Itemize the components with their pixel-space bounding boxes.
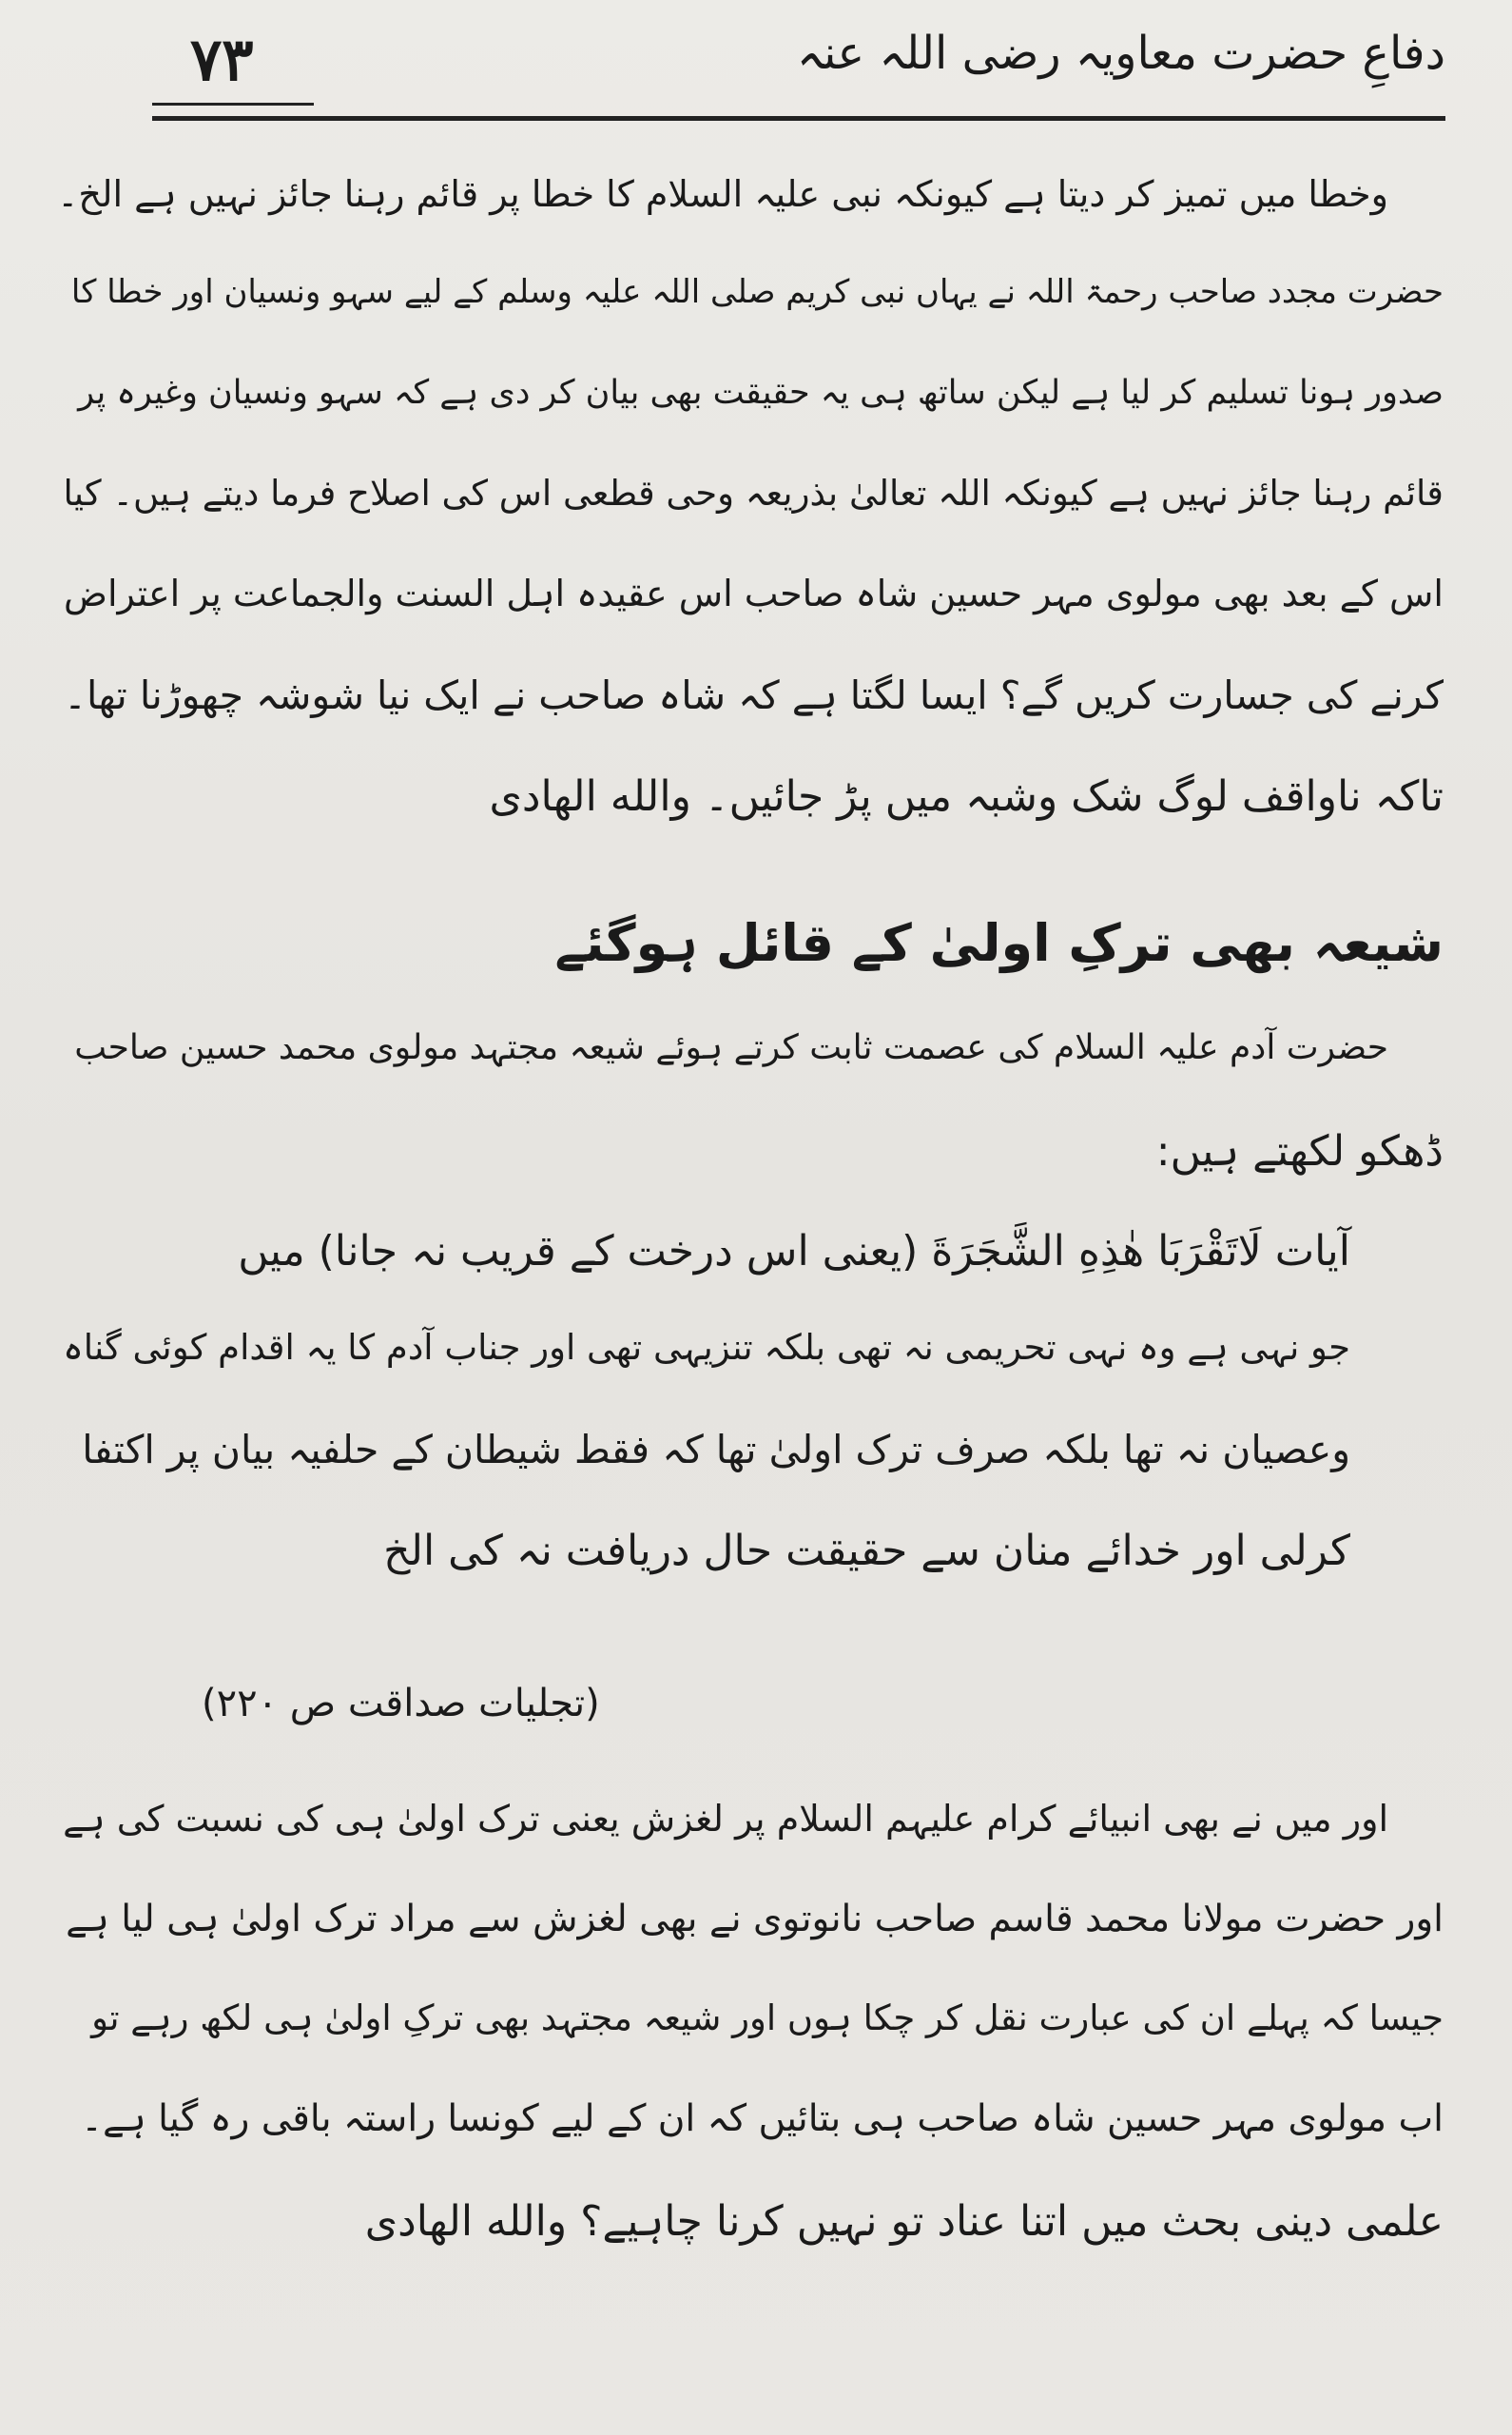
body-line: حضرت مجدد صاحب رحمۃ اللہ نے یہاں نبی کریم صلی اللہ علیہ وسلم کے لیے سہو ونسیان اور خطا کا [70, 273, 1444, 311]
body-line: وخطا میں تمیز کر دیتا ہے کیونکہ نبی علیہ السلام کا خطا پر قائم رہنا جائز نہیں ہے الخ۔ [57, 173, 1388, 215]
quote-line: کرلی اور خدائے منان سے حقیقت حال دریافت نہ کی الخ [383, 1527, 1350, 1575]
body-line: اب مولوی مہر حسین شاہ صاحب ہی بتائیں کہ ان کے لیے کونسا راستہ باقی رہ گیا ہے۔ [81, 2097, 1444, 2140]
body-line: جیسا کہ پہلے ان کی عبارت نقل کر چکا ہوں اور شیعہ مجتہد بھی ترکِ اولیٰ ہی لکھ رہے تو [91, 1997, 1444, 2038]
body-line: اور حضرت مولانا محمد قاسم صاحب نانوتوی نے بھی لغزش سے مراد ترک اولیٰ ہی لیا ہے [66, 1898, 1444, 1940]
page-number: ۷۳ [190, 25, 254, 94]
page-number-underline [152, 103, 314, 106]
quote-line: آیات لَاتَقْرَبَا هٰذِهِ الشَّجَرَةَ (یعنی اس درخت کے قریب نہ جانا) میں [238, 1227, 1350, 1276]
running-title: دفاعِ حضرت معاویہ رضی اللہ عنہ [796, 27, 1445, 80]
quote-reference: (تجلیات صداقت ص ۲۲۰) [202, 1682, 600, 1725]
header-rule [152, 116, 1445, 121]
quote-line: وعصیان نہ تھا بلکہ صرف ترک اولیٰ تھا کہ فقط شیطان کے حلفیہ بیان پر اکتفا [82, 1427, 1350, 1472]
body-line: اور میں نے بھی انبیائے کرام علیہم السلام پر لغزش یعنی ترک اولیٰ ہی کی نسبت کی ہے [63, 1798, 1388, 1840]
quote-line: جو نہی ہے وہ نہی تحریمی نہ تھی بلکہ تنزیہی تھی اور جناب آدم کا یہ اقدام کوئی گناہ [63, 1327, 1350, 1368]
body-line: اس کے بعد بھی مولوی مہر حسین شاہ صاحب اس عقیدہ اہل السنت والجماعت پر اعتراض [64, 573, 1444, 614]
body-line: کرنے کی جسارت کریں گے؟ ایسا لگتا ہے کہ شاہ صاحب نے ایک نیا شوشہ چھوڑنا تھا۔ [64, 672, 1444, 718]
body-line: قائم رہنا جائز نہیں ہے کیونکہ اللہ تعالیٰ بذریعہ وحی قطعی اس کی اصلاح فرما دیتے ہیں۔ کیا [63, 473, 1444, 514]
body-line: تاکہ ناواقف لوگ شک وشبہ میں پڑ جائیں۔ والله الهادی [489, 772, 1444, 821]
body-line: علمی دینی بحث میں اتنا عناد تو نہیں کرنا چاہیے؟ والله الهادی [364, 2197, 1444, 2246]
page-header [152, 19, 1445, 124]
body-line: حضرت آدم علیہ السلام کی عصمت ثابت کرتے ہوئے شیعہ مجتہد مولوی محمد حسین صاحب [74, 1028, 1388, 1067]
body-line: ڈھکو لکھتے ہیں: [1155, 1127, 1444, 1176]
section-heading: شیعہ بھی ترکِ اولیٰ کے قائل ہوگئے [554, 913, 1444, 973]
body-line: صدور ہونا تسلیم کر لیا ہے لیکن ساتھ ہی یہ حقیقت بھی بیان کر دی ہے کہ سہو ونسیان وغیرہ پر [78, 374, 1444, 412]
